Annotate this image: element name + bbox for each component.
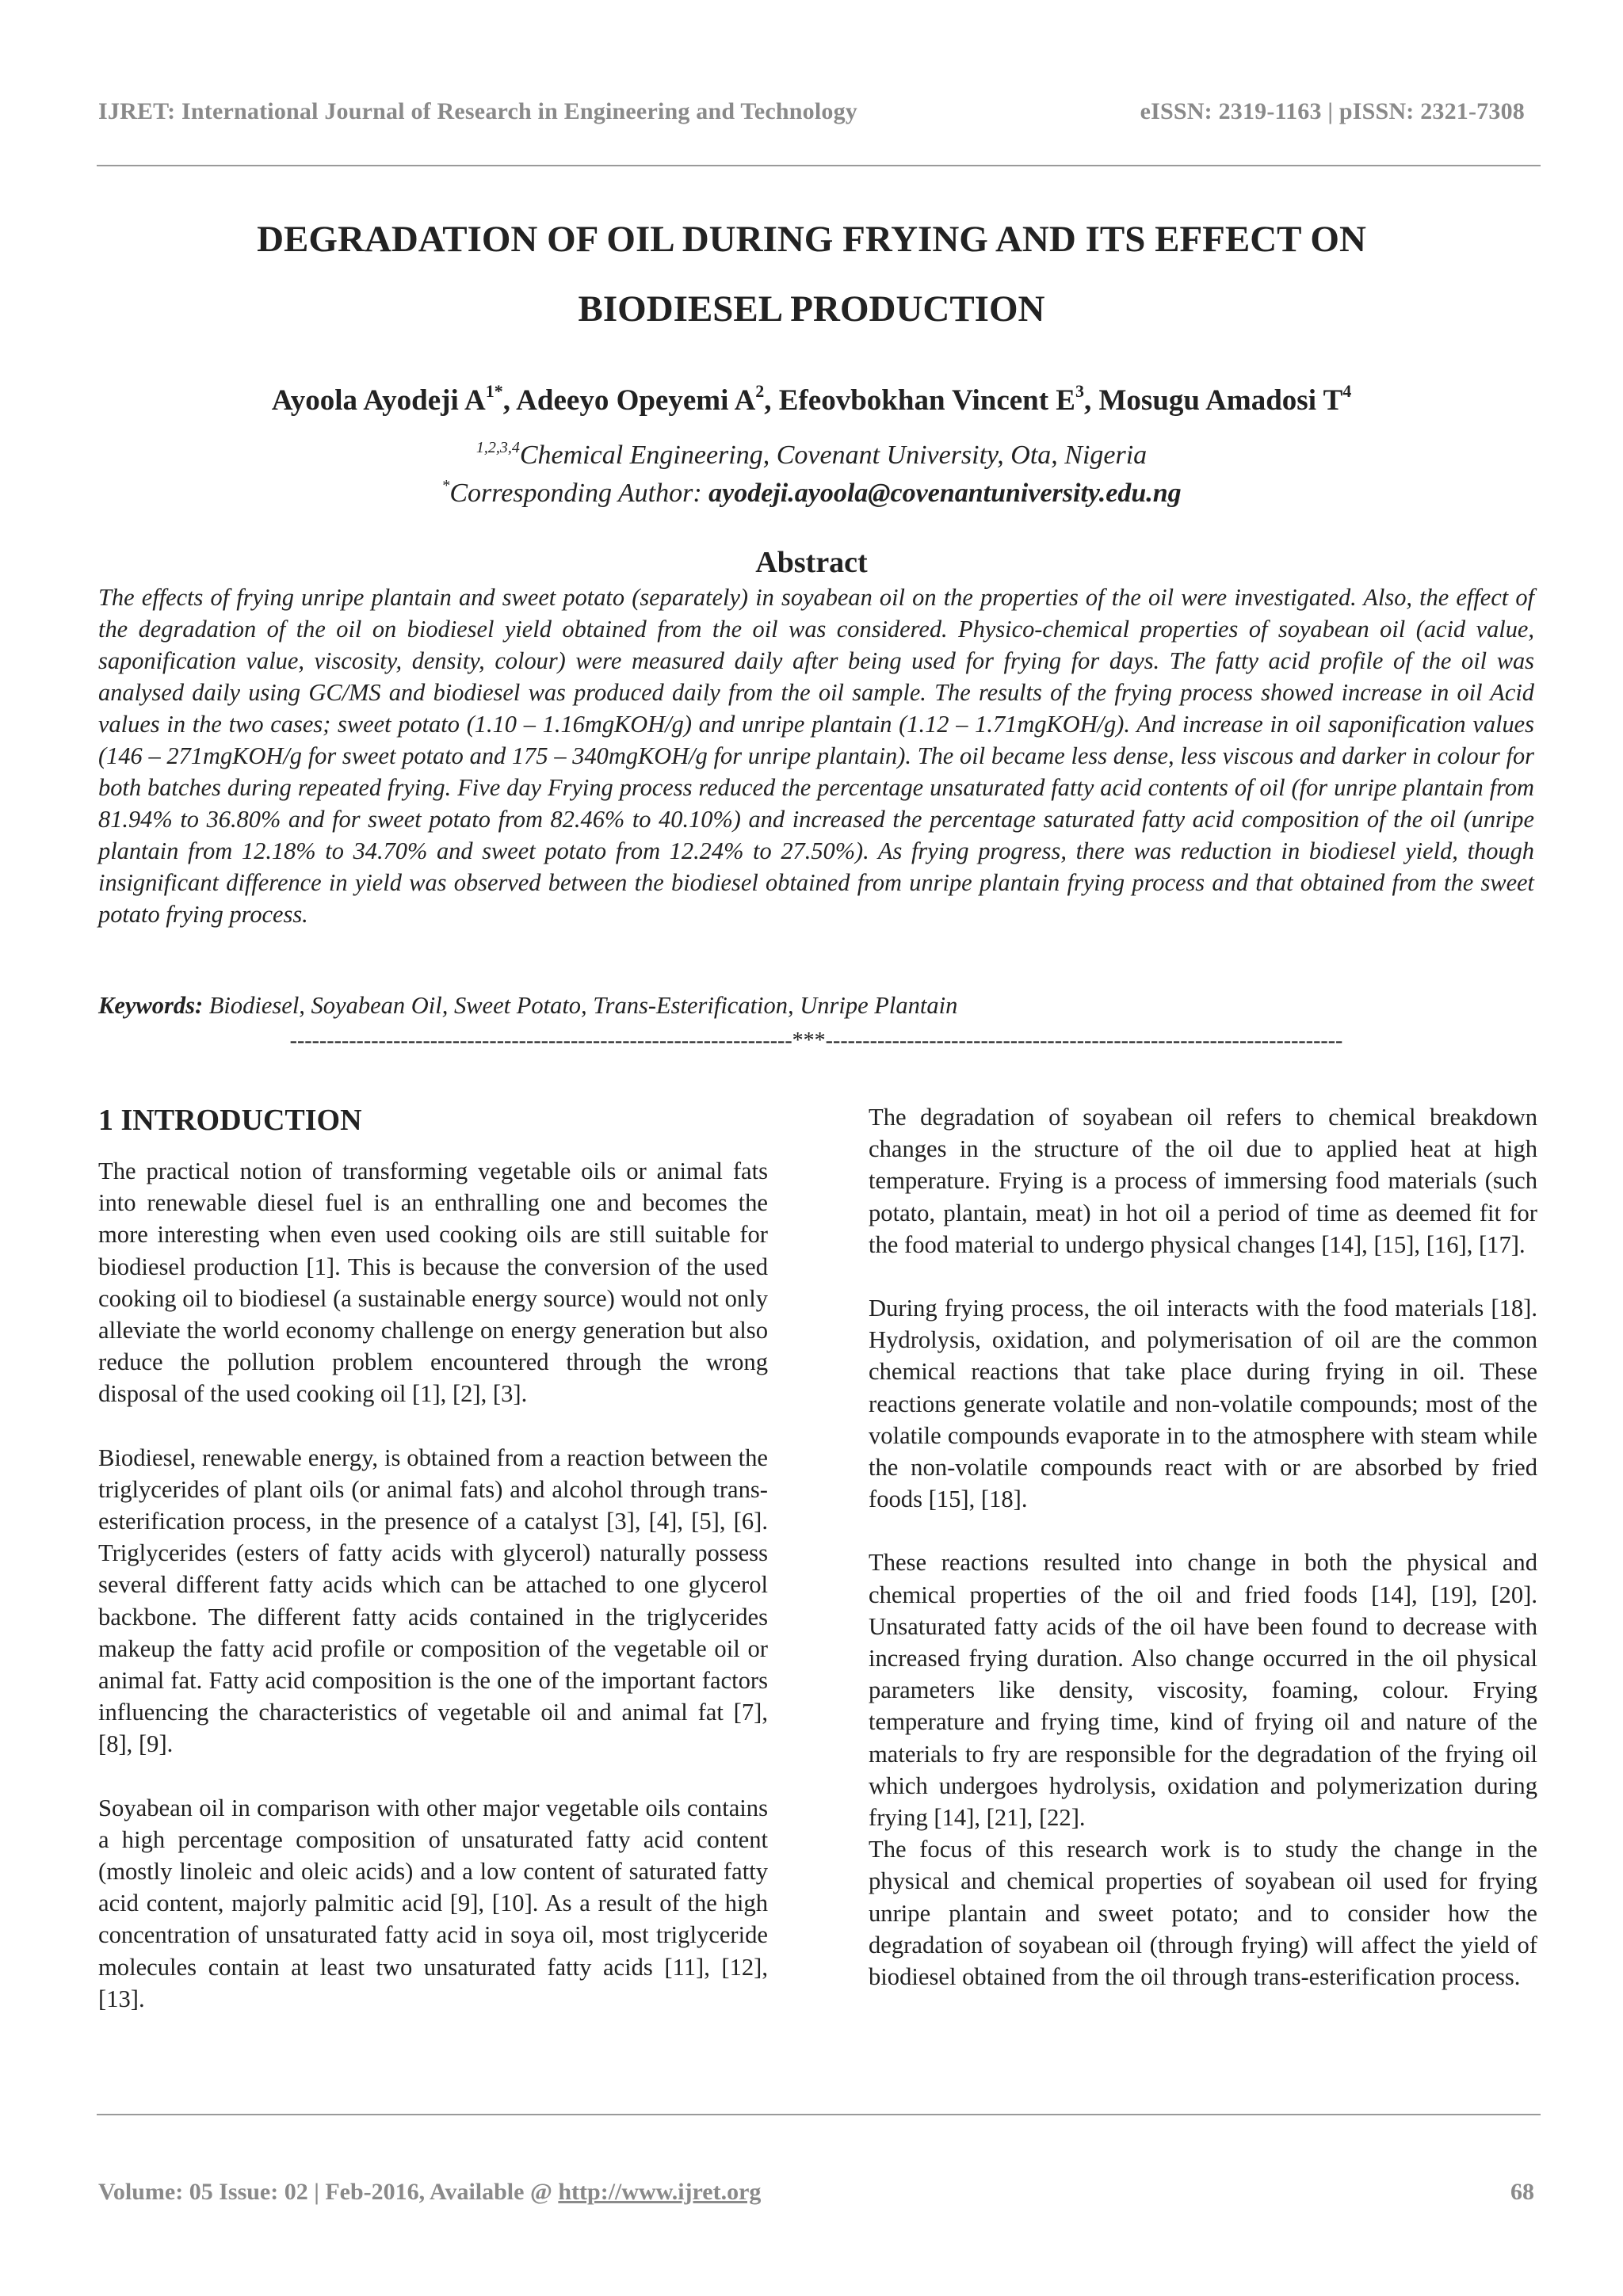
corresponding-label: Corresponding Author:: [449, 479, 709, 508]
corresponding-email: ayodeji.ayoola@covenantuniversity.edu.ng: [708, 479, 1182, 508]
section-separator: --------------------------------------------------------------------***----------------------------------------------------------------------: [289, 1028, 1343, 1053]
journal-name: IJRET: International Journal of Research in Engineering and Technology: [98, 98, 858, 124]
body-paragraph: The degradation of soyabean oil refers to chemical breakdown changes in the structure of the oil due to applied heat at high temperature. Frying is a process of immersing food materials (such potato, plantain, meat) in hot oil a period of time as deemed fit for the food material to undergo physical changes [14], [15], [16], [17].: [869, 1104, 1537, 1258]
author-superscript: 1*: [485, 381, 503, 401]
author-superscript: 4: [1342, 381, 1352, 401]
affiliation-text: Chemical Engineering, Covenant University, Ota, Nigeria: [519, 441, 1148, 470]
abstract-heading: Abstract: [755, 546, 868, 579]
affiliation-superscript: 1,2,3,4: [475, 439, 520, 456]
author-superscript: 3: [1075, 381, 1084, 401]
body-paragraph: Soyabean oil in comparison with other major vegetable oils contains a high percentage composition of unsaturated fatty acid content (mostly linoleic and oleic acids) and a low content of saturated fatty acid content, majorly palmitic acid [9], [10]. As a result of the high concentration of unsaturated fatty acid in soya oil, most triglyceride molecules contain at least two unsaturated fatty acids [11], [12], [13].: [98, 1794, 768, 2012]
footer-volume: Volume: 05 Issue: 02 | Feb-2016, Available @: [98, 2179, 559, 2205]
left-column: [98, 1103, 768, 2046]
affiliation: [98, 441, 1525, 471]
issn-text: eISSN: 2319-1163 | pISSN: 2321-7308: [1140, 98, 1525, 124]
footer-rule: [97, 2114, 1541, 2115]
paper-title: [98, 204, 1525, 344]
section-heading-introduction: 1 INTRODUCTION: [98, 1104, 362, 1137]
author-name: Adeeyo Opeyemi A: [516, 384, 756, 417]
title-line-2: BIODIESEL PRODUCTION: [578, 288, 1045, 330]
author-name: Ayoola Ayodeji A: [271, 384, 486, 417]
author-name: Efeovbokhan Vincent E: [778, 384, 1075, 417]
abstract-text: The effects of frying unripe plantain and sweet potato (separately) in soyabean oil on the properties of the oil were investigated. Also, the effect of the degradation of the oil on biodiesel yield obtained from the oil was considered. Physico-chemical properties of soyabean oil (acid value, saponification value, viscosity, density, colour) were measured daily after being used for frying for days. The fatty acid profile of the oil was analysed daily using GC/MS and biodiesel was produced daily from the oil sample. The results of the frying process showed increase in oil Acid values in the two cases; sweet potato (1.10 – 1.16mgKOH/g) and unripe plantain (1.12 – 1.71mgKOH/g). And increase in oil saponification values (146 – 271mgKOH/g for sweet potato and 175 – 340mgKOH/g for unripe plantain). The oil became less dense, less viscous and darker in colour for both batches during repeated frying. Five day Frying process reduced the percentage unsaturated fatty acid contents of oil (for unripe plantain from 81.94% to 36.80% and for sweet potato from 82.46% to 40.10%) and increased the percentage saturated fatty acid composition of the oil (unripe plantain from 12.18% to 34.70% and sweet potato from 12.24% to 27.50%). As frying progress, there was reduction in biodiesel yield, though insignificant difference in yield was observed between the biodiesel obtained from unripe plantain frying process and that obtained from the sweet potato frying process.: [98, 584, 1534, 928]
page-footer: [98, 2179, 1534, 2206]
body-paragraph: Biodiesel, renewable energy, is obtained from a reaction between the triglycerides of plant oils (or animal fats) and alcohol through trans-esterification process, in the presence of a catalyst [3], [4], [5], [6]. Triglycerides (esters of fatty acids with glycerol) naturally possess several different fatty acids which can be attached to one glycerol backbone. The different fatty acids contained in the triglycerides makeup the fatty acid profile or composition of the vegetable oil or animal fat. Fatty acid composition is the one of the important factors influencing the characteristics of vegetable oil and animal fat [7], [8], [9].: [98, 1444, 768, 1758]
body-paragraph: The practical notion of transforming vegetable oils or animal fats into renewable diesel fuel is an enthralling one and becomes the more interesting when even used cooking oils are still suitable for biodiesel production [1]. This is because the conversion of the used cooking oil to biodiesel (a sustainable energy source) would not only alleviate the world economy challenge on energy generation but also reduce the pollution problem encountered through the wrong disposal of the used cooking oil [1], [2], [3].: [98, 1158, 768, 1408]
header-rule: [97, 165, 1541, 166]
body-paragraph: The focus of this research work is to study the change in the physical and chemical properties of soyabean oil used for frying unripe plantain and sweet potato; and to consider how the degradation of soyabean oil (through frying) will affect the yield of biodiesel obtained from the oil through trans-esterification process.: [869, 1836, 1537, 1991]
author-superscript: 2: [755, 381, 765, 401]
author-list: Ayoola Ayodeji $A^{1*}$, Adeeyo Opeyemi $A^2$, Efeovbokhan Vincent $E^3$, Mosugu Amadosi $T^4$: [271, 381, 1352, 417]
keywords-text: Biodiesel, Soyabean Oil, Sweet Potato, Trans-Esterification, Unripe Plantain: [203, 992, 958, 1019]
page-number: 68: [1510, 2179, 1534, 2205]
footer-link[interactable]: http://www.ijret.org: [558, 2179, 762, 2205]
keywords: [98, 992, 1525, 1020]
body-paragraph: These reactions resulted into change in both the physical and chemical properties of the oil and fried foods [14], [19], [20]. Unsaturated fatty acids of the oil have been found to decrease with increased frying duration. Also change occurred in the oil physical parameters like density, viscosity, foaming, colour. Frying temperature and frying time, kind of frying oil and nature of the materials to fry are responsible for the degradation of the frying oil which undergoes hydrolysis, oxidation and polymerization during frying [14], [21], [22].: [869, 1549, 1537, 1832]
corresponding-author: [98, 479, 1525, 509]
title-line-1: DEGRADATION OF OIL DURING FRYING AND ITS EFFECT ON: [257, 219, 1366, 260]
right-column: [869, 1101, 1537, 1993]
corresponding-superscript: *: [441, 477, 450, 494]
author-name: Mosugu Amadosi T: [1098, 384, 1343, 417]
body-paragraph: During frying process, the oil interacts with the food materials [18]. Hydrolysis, oxidation, and polymerisation of oil are the common chemical reactions that take place during frying in oil. These reactions generate volatile and non-volatile compounds; most of the volatile compounds evaporate in to the atmosphere with steam while the non-volatile compounds react with or are absorbed by fried foods [15], [18].: [869, 1295, 1537, 1513]
keywords-label: Keywords:: [98, 992, 204, 1019]
